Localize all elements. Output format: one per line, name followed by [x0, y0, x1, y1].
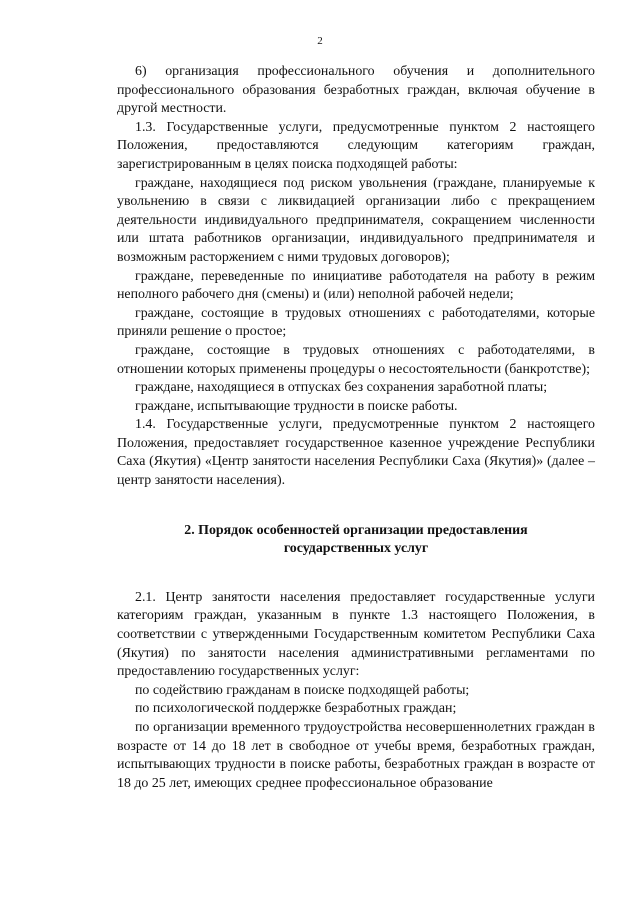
section-2-heading-line1: 2. Порядок особенностей организации предоставления	[184, 522, 528, 538]
section-2-heading	[117, 522, 595, 559]
paragraph-psychological-support: по психологической поддержке безработных граждан;	[135, 701, 457, 717]
paragraph-2-1-services: 2.1. Центр занятости населения предоставляет государственные услуги категориям граждан, указанным в пункте 1.3 настоящего Положения, в соответствии с утвержденными Государственным комитетом Республики Саха (Якутия) по занятости населения административными регламентами по предоставлению государственных услуг:	[117, 589, 595, 680]
paragraph-part-time-transfer: граждане, переведенные по инициативе работодателя на работу в режим неполного рабочего дня (смены) и (или) неполной рабочей недели;	[117, 268, 595, 303]
section-2-heading-line2: государственных услуг	[283, 541, 429, 557]
paragraph-temporary-employment: по организации временного трудоустройства несовершеннолетних граждан в возрасте от 14 до 18 лет в свободное от учебы время, безработных граждан, испытывающих трудности в поиске работы, безработных граждан в возрасте от 18 до 25 лет, имеющих среднее профессиональное образование	[117, 720, 595, 791]
paragraph-bankruptcy: граждане, состоящие в трудовых отношениях с работодателями, в отношении которых применены процедуры о несостоятельности (банкротстве);	[117, 342, 595, 377]
document-body	[117, 63, 595, 793]
paragraph-idle-time: граждане, состоящие в трудовых отношениях с работодателями, которые приняли решение о простое;	[117, 305, 595, 340]
paragraph-unpaid-leave: граждане, находящиеся в отпусках без сохранения заработной платы;	[135, 380, 548, 396]
page-number: 2	[317, 35, 323, 47]
paragraph-job-search-difficulties: граждане, испытывающие трудности в поиске работы.	[135, 398, 458, 414]
paragraph-1-3-categories: 1.3. Государственные услуги, предусмотренные пунктом 2 настоящего Положения, предоставляются следующим категориям граждан, зарегистрированным в целях поиска подходящей работы:	[117, 119, 595, 172]
paragraph-1-4-employment-center: 1.4. Государственные услуги, предусмотренные пунктом 2 настоящего Положения, предоставляет государственное казенное учреждение Республики Саха (Якутия) «Центр занятости населения Республики Саха (Якутия)» (далее – центр занятости населения).	[117, 417, 595, 489]
paragraph-job-search-assistance: по содействию гражданам в поиске подходящей работы;	[135, 682, 470, 698]
paragraph-risk-of-dismissal: граждане, находящиеся под риском увольнения (граждане, планируемые к увольнению в связи с ликвидацией организации либо с прекращением деятельности индивидуального предпринимателя, сокращением численности или штата работников организации, индивидуального предпринимателя и возможным расторжением с ними трудовых договоров);	[117, 175, 595, 265]
paragraph-item-6-professional-training: 6) организация профессионального обучения и дополнительного профессионального образования безработных граждан, включая обучение в другой местности.	[117, 64, 595, 117]
